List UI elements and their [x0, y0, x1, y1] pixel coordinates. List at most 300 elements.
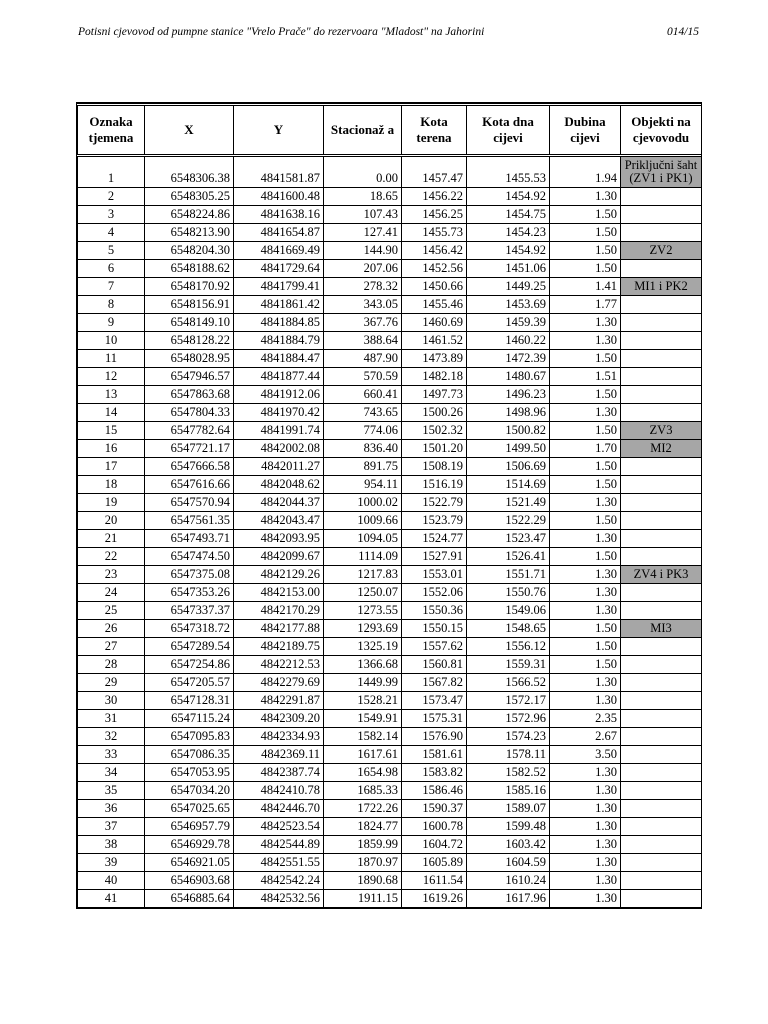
pipe-depth-cell: 1.30 — [550, 314, 621, 332]
pipeline-object-cell: ZV4 i PK3 — [621, 566, 702, 584]
vertex-id-cell: 26 — [78, 620, 145, 638]
pipe-bottom-elevation-cell: 1582.52 — [467, 764, 550, 782]
x-coord-cell: 6547666.58 — [145, 458, 234, 476]
x-coord-cell: 6547616.66 — [145, 476, 234, 494]
terrain-elevation-cell: 1457.47 — [402, 156, 467, 188]
terrain-elevation-cell: 1452.56 — [402, 260, 467, 278]
table-row — [78, 602, 702, 620]
table-row — [78, 224, 702, 242]
pipe-bottom-elevation-cell: 1454.75 — [467, 206, 550, 224]
station-cell: 1870.97 — [324, 854, 402, 872]
pipe-depth-cell: 1.30 — [550, 188, 621, 206]
pipe-depth-cell: 1.77 — [550, 296, 621, 314]
x-coord-cell: 6548028.95 — [145, 350, 234, 368]
pipe-bottom-elevation-cell: 1480.67 — [467, 368, 550, 386]
pipe-bottom-elevation-cell: 1472.39 — [467, 350, 550, 368]
station-cell: 367.76 — [324, 314, 402, 332]
y-coord-cell: 4842170.29 — [234, 602, 324, 620]
pipe-bottom-elevation-cell: 1449.25 — [467, 278, 550, 296]
vertex-id-cell: 30 — [78, 692, 145, 710]
x-coord-cell: 6548305.25 — [145, 188, 234, 206]
pipeline-object-cell — [621, 818, 702, 836]
x-coord-cell: 6547034.20 — [145, 782, 234, 800]
pipe-bottom-elevation-cell: 1459.39 — [467, 314, 550, 332]
pipeline-object-cell: MI3 — [621, 620, 702, 638]
pipe-depth-cell: 1.30 — [550, 764, 621, 782]
station-cell: 954.11 — [324, 476, 402, 494]
terrain-elevation-cell: 1576.90 — [402, 728, 467, 746]
pipeline-object-cell — [621, 476, 702, 494]
x-coord-cell: 6547086.35 — [145, 746, 234, 764]
x-coord-cell: 6547474.50 — [145, 548, 234, 566]
y-coord-cell: 4842542.24 — [234, 872, 324, 890]
pipeline-object-cell — [621, 530, 702, 548]
terrain-elevation-cell: 1586.46 — [402, 782, 467, 800]
terrain-elevation-cell: 1473.89 — [402, 350, 467, 368]
pipe-depth-cell: 1.50 — [550, 350, 621, 368]
col-header-stacionaza: Stacionaž a — [324, 105, 402, 156]
pipe-depth-cell: 3.50 — [550, 746, 621, 764]
vertex-id-cell: 29 — [78, 674, 145, 692]
station-cell: 660.41 — [324, 386, 402, 404]
data-table-frame — [76, 102, 702, 909]
station-cell: 278.32 — [324, 278, 402, 296]
pipe-depth-cell: 1.50 — [550, 386, 621, 404]
pipe-depth-cell: 1.30 — [550, 404, 621, 422]
table-row — [78, 710, 702, 728]
pipe-depth-cell: 1.51 — [550, 368, 621, 386]
vertex-id-cell: 13 — [78, 386, 145, 404]
x-coord-cell: 6546885.64 — [145, 890, 234, 908]
y-coord-cell: 4842189.75 — [234, 638, 324, 656]
pipeline-object-cell — [621, 764, 702, 782]
vertex-id-cell: 1 — [78, 156, 145, 188]
pipe-bottom-elevation-cell: 1526.41 — [467, 548, 550, 566]
station-cell: 1000.02 — [324, 494, 402, 512]
pipe-depth-cell: 1.30 — [550, 800, 621, 818]
x-coord-cell: 6548149.10 — [145, 314, 234, 332]
pipe-depth-cell: 1.30 — [550, 872, 621, 890]
vertex-id-cell: 41 — [78, 890, 145, 908]
station-cell: 1722.26 — [324, 800, 402, 818]
vertex-id-cell: 16 — [78, 440, 145, 458]
pipe-bottom-elevation-cell: 1454.23 — [467, 224, 550, 242]
pipeline-object-cell — [621, 404, 702, 422]
table-row — [78, 422, 702, 440]
terrain-elevation-cell: 1455.46 — [402, 296, 467, 314]
y-coord-cell: 4841600.48 — [234, 188, 324, 206]
table-row — [78, 530, 702, 548]
table-header-row — [78, 105, 702, 156]
pipe-bottom-elevation-cell: 1498.96 — [467, 404, 550, 422]
pipeline-object-cell — [621, 602, 702, 620]
y-coord-cell: 4841654.87 — [234, 224, 324, 242]
pipeline-object-cell — [621, 386, 702, 404]
x-coord-cell: 6547053.95 — [145, 764, 234, 782]
pipe-depth-cell: 1.30 — [550, 890, 621, 908]
vertex-id-cell: 9 — [78, 314, 145, 332]
vertex-id-cell: 10 — [78, 332, 145, 350]
y-coord-cell: 4842523.54 — [234, 818, 324, 836]
terrain-elevation-cell: 1560.81 — [402, 656, 467, 674]
y-coord-cell: 4842279.69 — [234, 674, 324, 692]
x-coord-cell: 6547782.64 — [145, 422, 234, 440]
vertex-id-cell: 18 — [78, 476, 145, 494]
x-coord-cell: 6546929.78 — [145, 836, 234, 854]
pipe-depth-cell: 2.35 — [550, 710, 621, 728]
pipe-bottom-elevation-cell: 1521.49 — [467, 494, 550, 512]
pipe-bottom-elevation-cell: 1506.69 — [467, 458, 550, 476]
pipeline-object-cell — [621, 224, 702, 242]
pipeline-object-cell — [621, 548, 702, 566]
vertex-id-cell: 35 — [78, 782, 145, 800]
y-coord-cell: 4842387.74 — [234, 764, 324, 782]
pipeline-object-cell — [621, 206, 702, 224]
pipeline-object-cell — [621, 782, 702, 800]
pipe-bottom-elevation-cell: 1496.23 — [467, 386, 550, 404]
pipe-bottom-elevation-cell: 1549.06 — [467, 602, 550, 620]
x-coord-cell: 6547946.57 — [145, 368, 234, 386]
y-coord-cell: 4842410.78 — [234, 782, 324, 800]
station-cell: 1859.99 — [324, 836, 402, 854]
pipeline-object-cell — [621, 890, 702, 908]
station-cell: 1824.77 — [324, 818, 402, 836]
table-row — [78, 764, 702, 782]
vertex-id-cell: 8 — [78, 296, 145, 314]
station-cell: 343.05 — [324, 296, 402, 314]
station-cell: 1582.14 — [324, 728, 402, 746]
terrain-elevation-cell: 1461.52 — [402, 332, 467, 350]
y-coord-cell: 4841884.47 — [234, 350, 324, 368]
page-header — [78, 26, 699, 42]
y-coord-cell: 4842334.93 — [234, 728, 324, 746]
pipe-depth-cell: 1.50 — [550, 458, 621, 476]
pipeline-object-cell — [621, 494, 702, 512]
terrain-elevation-cell: 1553.01 — [402, 566, 467, 584]
station-cell: 388.64 — [324, 332, 402, 350]
page-number: 014/15 — [667, 26, 699, 38]
terrain-elevation-cell: 1567.82 — [402, 674, 467, 692]
table-row — [78, 692, 702, 710]
x-coord-cell: 6546903.68 — [145, 872, 234, 890]
pipeline-object-cell — [621, 656, 702, 674]
pipeline-object-cell — [621, 746, 702, 764]
y-coord-cell: 4842544.89 — [234, 836, 324, 854]
table-row — [78, 206, 702, 224]
station-cell: 836.40 — [324, 440, 402, 458]
pipe-depth-cell: 2.67 — [550, 728, 621, 746]
pipeline-vertices-table — [77, 103, 702, 908]
table-row — [78, 476, 702, 494]
pipe-depth-cell: 1.50 — [550, 620, 621, 638]
y-coord-cell: 4842099.67 — [234, 548, 324, 566]
pipe-bottom-elevation-cell: 1578.11 — [467, 746, 550, 764]
terrain-elevation-cell: 1524.77 — [402, 530, 467, 548]
x-coord-cell: 6547318.72 — [145, 620, 234, 638]
terrain-elevation-cell: 1455.73 — [402, 224, 467, 242]
pipe-bottom-elevation-cell: 1455.53 — [467, 156, 550, 188]
vertex-id-cell: 34 — [78, 764, 145, 782]
station-cell: 107.43 — [324, 206, 402, 224]
y-coord-cell: 4841861.42 — [234, 296, 324, 314]
y-coord-cell: 4842309.20 — [234, 710, 324, 728]
x-coord-cell: 6547337.37 — [145, 602, 234, 620]
station-cell: 1528.21 — [324, 692, 402, 710]
table-row — [78, 242, 702, 260]
pipe-depth-cell: 1.30 — [550, 818, 621, 836]
pipeline-object-cell — [621, 728, 702, 746]
pipe-bottom-elevation-cell: 1572.17 — [467, 692, 550, 710]
vertex-id-cell: 27 — [78, 638, 145, 656]
y-coord-cell: 4842369.11 — [234, 746, 324, 764]
pipe-depth-cell: 1.30 — [550, 584, 621, 602]
vertex-id-cell: 23 — [78, 566, 145, 584]
x-coord-cell: 6546921.05 — [145, 854, 234, 872]
table-row — [78, 350, 702, 368]
table-row — [78, 674, 702, 692]
y-coord-cell: 4842129.26 — [234, 566, 324, 584]
x-coord-cell: 6547570.94 — [145, 494, 234, 512]
terrain-elevation-cell: 1575.31 — [402, 710, 467, 728]
terrain-elevation-cell: 1583.82 — [402, 764, 467, 782]
terrain-elevation-cell: 1557.62 — [402, 638, 467, 656]
pipeline-object-cell — [621, 296, 702, 314]
pipeline-object-cell — [621, 854, 702, 872]
terrain-elevation-cell: 1523.79 — [402, 512, 467, 530]
x-coord-cell: 6547205.57 — [145, 674, 234, 692]
col-header-x: X — [145, 105, 234, 156]
station-cell: 1114.09 — [324, 548, 402, 566]
pipe-depth-cell: 1.30 — [550, 494, 621, 512]
y-coord-cell: 4841877.44 — [234, 368, 324, 386]
x-coord-cell: 6547375.08 — [145, 566, 234, 584]
vertex-id-cell: 20 — [78, 512, 145, 530]
pipe-bottom-elevation-cell: 1500.82 — [467, 422, 550, 440]
vertex-id-cell: 5 — [78, 242, 145, 260]
pipeline-object-cell — [621, 314, 702, 332]
terrain-elevation-cell: 1482.18 — [402, 368, 467, 386]
terrain-elevation-cell: 1550.15 — [402, 620, 467, 638]
pipe-bottom-elevation-cell: 1589.07 — [467, 800, 550, 818]
vertex-id-cell: 15 — [78, 422, 145, 440]
y-coord-cell: 4841581.87 — [234, 156, 324, 188]
pipe-bottom-elevation-cell: 1610.24 — [467, 872, 550, 890]
pipeline-object-cell — [621, 260, 702, 278]
x-coord-cell: 6547025.65 — [145, 800, 234, 818]
x-coord-cell: 6548156.91 — [145, 296, 234, 314]
vertex-id-cell: 31 — [78, 710, 145, 728]
terrain-elevation-cell: 1500.26 — [402, 404, 467, 422]
station-cell: 891.75 — [324, 458, 402, 476]
terrain-elevation-cell: 1456.42 — [402, 242, 467, 260]
x-coord-cell: 6547128.31 — [145, 692, 234, 710]
pipe-depth-cell: 1.30 — [550, 782, 621, 800]
pipeline-object-cell: Priključni šaht (ZV1 i PK1) — [621, 156, 702, 188]
y-coord-cell: 4842043.47 — [234, 512, 324, 530]
y-coord-cell: 4841638.16 — [234, 206, 324, 224]
terrain-elevation-cell: 1573.47 — [402, 692, 467, 710]
x-coord-cell: 6547289.54 — [145, 638, 234, 656]
station-cell: 1293.69 — [324, 620, 402, 638]
pipeline-object-cell — [621, 674, 702, 692]
table-row — [78, 404, 702, 422]
y-coord-cell: 4842002.08 — [234, 440, 324, 458]
terrain-elevation-cell: 1501.20 — [402, 440, 467, 458]
pipe-depth-cell: 1.50 — [550, 260, 621, 278]
pipeline-object-cell — [621, 512, 702, 530]
y-coord-cell: 4841669.49 — [234, 242, 324, 260]
pipeline-object-cell — [621, 332, 702, 350]
pipe-depth-cell: 1.50 — [550, 224, 621, 242]
vertex-id-cell: 19 — [78, 494, 145, 512]
table-row — [78, 458, 702, 476]
document-title: Potisni cjevovod od pumpne stanice "Vrelo Prače" do rezervoara "Mladost" na Jahorini — [78, 26, 485, 38]
station-cell: 1617.61 — [324, 746, 402, 764]
vertex-id-cell: 22 — [78, 548, 145, 566]
pipe-bottom-elevation-cell: 1454.92 — [467, 242, 550, 260]
table-row — [78, 818, 702, 836]
pipe-bottom-elevation-cell: 1499.50 — [467, 440, 550, 458]
pipe-bottom-elevation-cell: 1556.12 — [467, 638, 550, 656]
table-row — [78, 872, 702, 890]
x-coord-cell: 6548204.30 — [145, 242, 234, 260]
vertex-id-cell: 37 — [78, 818, 145, 836]
y-coord-cell: 4842011.27 — [234, 458, 324, 476]
vertex-id-cell: 3 — [78, 206, 145, 224]
vertex-id-cell: 7 — [78, 278, 145, 296]
vertex-id-cell: 24 — [78, 584, 145, 602]
y-coord-cell: 4841970.42 — [234, 404, 324, 422]
vertex-id-cell: 17 — [78, 458, 145, 476]
table-row — [78, 512, 702, 530]
station-cell: 144.90 — [324, 242, 402, 260]
station-cell: 1890.68 — [324, 872, 402, 890]
terrain-elevation-cell: 1522.79 — [402, 494, 467, 512]
pipe-bottom-elevation-cell: 1548.65 — [467, 620, 550, 638]
pipe-depth-cell: 1.30 — [550, 602, 621, 620]
station-cell: 1366.68 — [324, 656, 402, 674]
station-cell: 1009.66 — [324, 512, 402, 530]
terrain-elevation-cell: 1619.26 — [402, 890, 467, 908]
vertex-id-cell: 38 — [78, 836, 145, 854]
pipeline-object-cell: ZV2 — [621, 242, 702, 260]
vertex-id-cell: 36 — [78, 800, 145, 818]
vertex-id-cell: 33 — [78, 746, 145, 764]
x-coord-cell: 6548213.90 — [145, 224, 234, 242]
pipeline-object-cell — [621, 368, 702, 386]
station-cell: 1273.55 — [324, 602, 402, 620]
col-header-kota-terena: Kota terena — [402, 105, 467, 156]
station-cell: 1250.07 — [324, 584, 402, 602]
vertex-id-cell: 12 — [78, 368, 145, 386]
pipe-depth-cell: 1.50 — [550, 476, 621, 494]
y-coord-cell: 4842446.70 — [234, 800, 324, 818]
pipe-depth-cell: 1.94 — [550, 156, 621, 188]
table-row — [78, 638, 702, 656]
pipeline-object-cell — [621, 710, 702, 728]
pipe-bottom-elevation-cell: 1454.92 — [467, 188, 550, 206]
y-coord-cell: 4842177.88 — [234, 620, 324, 638]
y-coord-cell: 4842153.00 — [234, 584, 324, 602]
y-coord-cell: 4841884.85 — [234, 314, 324, 332]
pipe-bottom-elevation-cell: 1522.29 — [467, 512, 550, 530]
vertex-id-cell: 32 — [78, 728, 145, 746]
station-cell: 207.06 — [324, 260, 402, 278]
vertex-id-cell: 21 — [78, 530, 145, 548]
vertex-id-cell: 39 — [78, 854, 145, 872]
vertex-id-cell: 14 — [78, 404, 145, 422]
terrain-elevation-cell: 1604.72 — [402, 836, 467, 854]
table-row — [78, 314, 702, 332]
table-row — [78, 494, 702, 512]
pipe-depth-cell: 1.41 — [550, 278, 621, 296]
station-cell: 1654.98 — [324, 764, 402, 782]
terrain-elevation-cell: 1450.66 — [402, 278, 467, 296]
table-row — [78, 156, 702, 188]
terrain-elevation-cell: 1516.19 — [402, 476, 467, 494]
pipe-depth-cell: 1.50 — [550, 548, 621, 566]
pipe-bottom-elevation-cell: 1572.96 — [467, 710, 550, 728]
station-cell: 487.90 — [324, 350, 402, 368]
terrain-elevation-cell: 1497.73 — [402, 386, 467, 404]
x-coord-cell: 6546957.79 — [145, 818, 234, 836]
table-row — [78, 620, 702, 638]
station-cell: 1325.19 — [324, 638, 402, 656]
pipeline-object-cell — [621, 188, 702, 206]
pipe-bottom-elevation-cell: 1514.69 — [467, 476, 550, 494]
table-row — [78, 728, 702, 746]
y-coord-cell: 4842044.37 — [234, 494, 324, 512]
terrain-elevation-cell: 1508.19 — [402, 458, 467, 476]
table-row — [78, 548, 702, 566]
pipe-depth-cell: 1.30 — [550, 836, 621, 854]
table-row — [78, 854, 702, 872]
pipe-depth-cell: 1.30 — [550, 674, 621, 692]
table-row — [78, 890, 702, 908]
station-cell: 1217.83 — [324, 566, 402, 584]
pipe-depth-cell: 1.50 — [550, 242, 621, 260]
pipe-bottom-elevation-cell: 1617.96 — [467, 890, 550, 908]
x-coord-cell: 6548306.38 — [145, 156, 234, 188]
table-row — [78, 656, 702, 674]
table-row — [78, 188, 702, 206]
table-row — [78, 296, 702, 314]
y-coord-cell: 4842551.55 — [234, 854, 324, 872]
x-coord-cell: 6547493.71 — [145, 530, 234, 548]
vertex-id-cell: 40 — [78, 872, 145, 890]
table-row — [78, 746, 702, 764]
pipeline-object-cell — [621, 692, 702, 710]
pipe-depth-cell: 1.50 — [550, 512, 621, 530]
terrain-elevation-cell: 1590.37 — [402, 800, 467, 818]
pipe-depth-cell: 1.30 — [550, 332, 621, 350]
pipe-bottom-elevation-cell: 1550.76 — [467, 584, 550, 602]
y-coord-cell: 4842212.53 — [234, 656, 324, 674]
y-coord-cell: 4841799.41 — [234, 278, 324, 296]
vertex-id-cell: 25 — [78, 602, 145, 620]
x-coord-cell: 6547254.86 — [145, 656, 234, 674]
x-coord-cell: 6547863.68 — [145, 386, 234, 404]
pipe-depth-cell: 1.50 — [550, 656, 621, 674]
station-cell: 774.06 — [324, 422, 402, 440]
pipe-depth-cell: 1.50 — [550, 206, 621, 224]
y-coord-cell: 4841991.74 — [234, 422, 324, 440]
terrain-elevation-cell: 1581.61 — [402, 746, 467, 764]
y-coord-cell: 4842532.56 — [234, 890, 324, 908]
x-coord-cell: 6547721.17 — [145, 440, 234, 458]
pipe-depth-cell: 1.30 — [550, 566, 621, 584]
pipe-depth-cell: 1.50 — [550, 422, 621, 440]
